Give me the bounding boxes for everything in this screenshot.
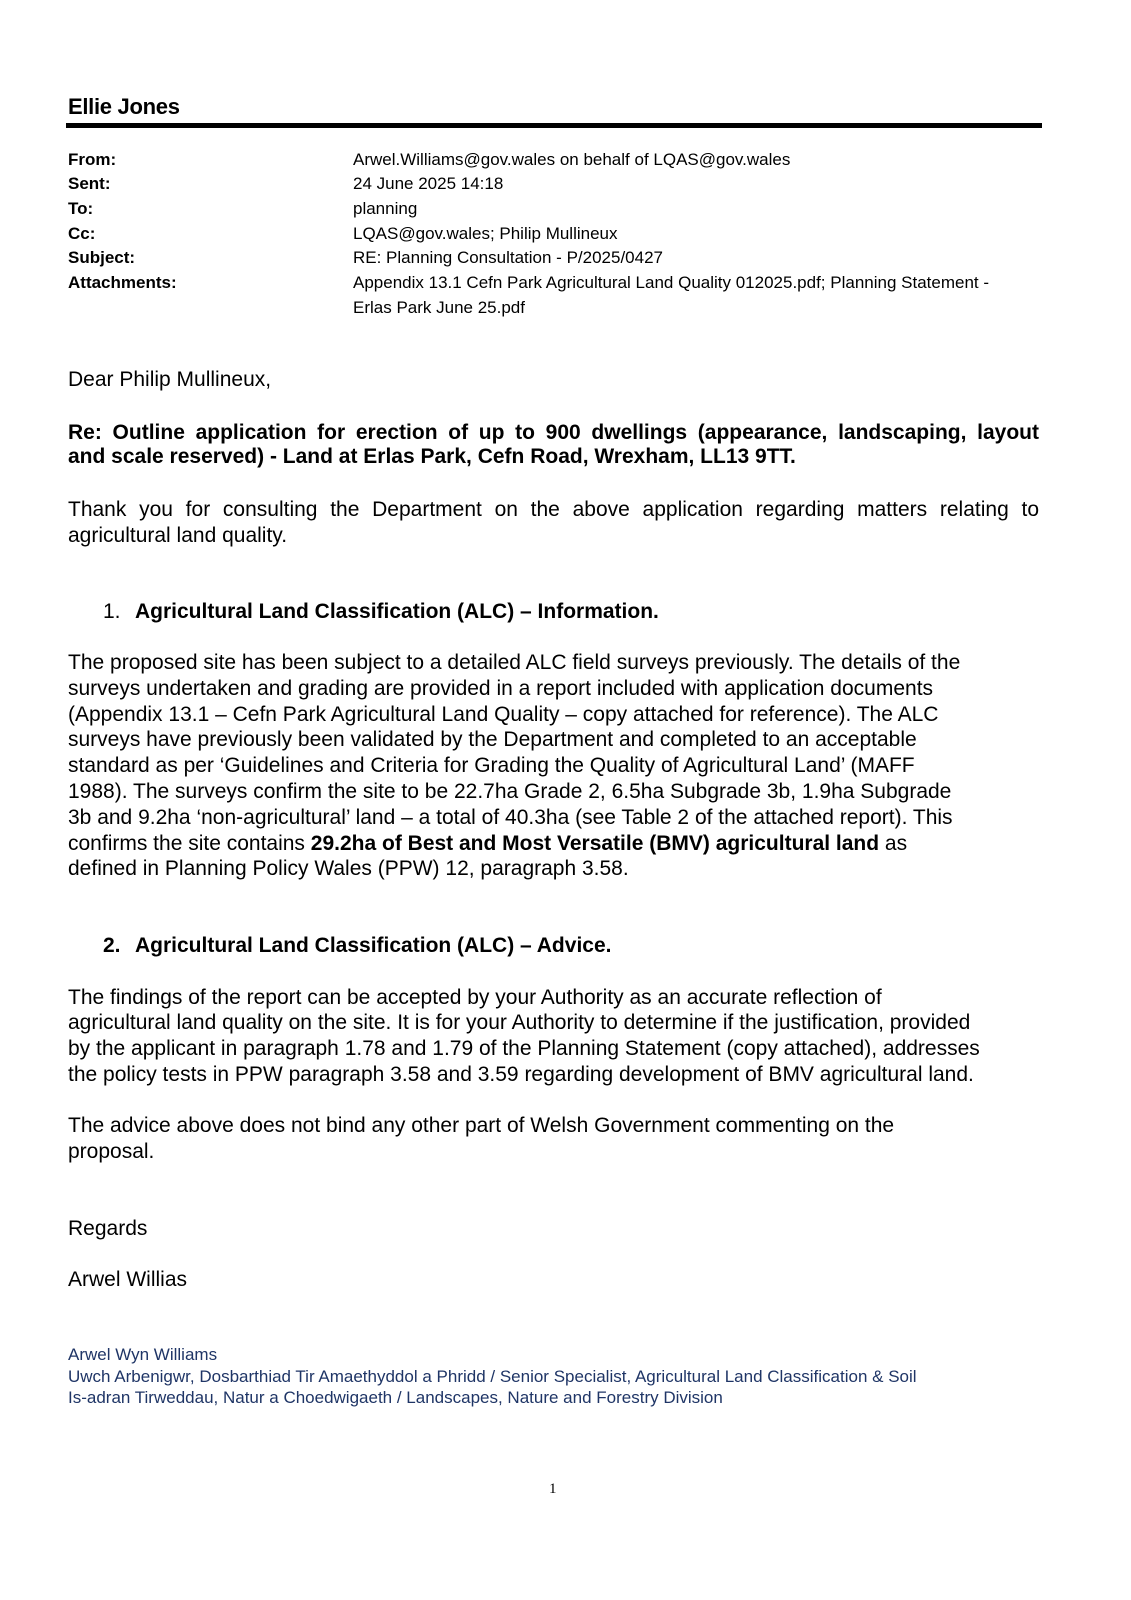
- paragraph-line: surveys undertaken and grading are provided in a report included with application documents: [68, 677, 934, 700]
- mailbox-owner: Ellie Jones: [68, 94, 180, 119]
- subject-label: Subject:: [68, 248, 136, 267]
- paragraph-line: 1988). The surveys confirm the site to be 22.7ha Grade 2, 6.5ha Subgrade 3b, 1.9ha Subgrade: [68, 780, 952, 803]
- paragraph-line: by the applicant in paragraph 1.78 and 1.79 of the Planning Statement (copy attached), addresses: [68, 1037, 980, 1060]
- paragraph-line: 3b and 9.2ha ‘non-agricultural’ land – a total of 40.3ha (see Table 2 of the attached report). This: [68, 806, 953, 829]
- attachment-link[interactable]: Erlas Park June 25.pdf: [353, 298, 525, 317]
- salutation: Dear Philip Mullineux,: [68, 368, 272, 391]
- section-heading: Agricultural Land Classification (ALC) – Advice.: [135, 934, 612, 957]
- to-value: planning: [353, 199, 418, 218]
- from-value: Arwel.Williams@gov.wales on behalf of LQAS@gov.wales: [353, 150, 791, 169]
- cc-value: LQAS@gov.wales; Philip Mullineux: [353, 224, 618, 243]
- closing-line: proposal.: [68, 1140, 155, 1163]
- cc-label: Cc:: [68, 224, 96, 243]
- attachment-link[interactable]: Appendix 13.1 Cefn Park Agricultural Land Quality 012025.pdf; Planning Statement -: [353, 273, 990, 292]
- intro-line: agricultural land quality.: [68, 524, 288, 547]
- paragraph-line: surveys have previously been validated by the Department and completed to an acceptable: [68, 728, 917, 751]
- sent-label: Sent:: [68, 174, 111, 193]
- paragraph-line: (Appendix 13.1 – Cefn Park Agricultural Land Quality – copy attached for reference). The ALC: [68, 703, 939, 726]
- subject-value: RE: Planning Consultation - P/2025/0427: [353, 248, 663, 267]
- text: as: [879, 832, 908, 855]
- paragraph-line: The proposed site has been subject to a detailed ALC field surveys previously. The details of the: [68, 651, 961, 674]
- section-number: 2.: [103, 934, 121, 957]
- page-number: 1: [549, 1481, 557, 1497]
- intro-line: Thank you for consulting the Department on the above application regarding matters relating to: [68, 498, 1039, 521]
- header-divider: [66, 123, 1042, 128]
- paragraph-line: standard as per ‘Guidelines and Criteria for Grading the Quality of Agricultural Land’ (MAFF: [68, 754, 915, 777]
- re-line: and scale reserved) - Land at Erlas Park, Cefn Road, Wrexham, LL13 9TT.: [68, 445, 796, 468]
- signoff: Arwel Willias: [68, 1268, 188, 1291]
- text: confirms the site contains: [68, 832, 311, 855]
- paragraph-line: The findings of the report can be accepted by your Authority as an accurate reflection of: [68, 986, 882, 1009]
- section-heading: Agricultural Land Classification (ALC) – Information.: [135, 600, 659, 623]
- sent-value: 24 June 2025 14:18: [353, 174, 504, 193]
- paragraph-line: defined in Planning Policy Wales (PPW) 12, paragraph 3.58.: [68, 857, 629, 880]
- signature-title: Uwch Arbenigwr, Dosbarthiad Tir Amaethyddol a Phridd / Senior Specialist, Agricultural Land Classification & Soil: [68, 1367, 917, 1386]
- signature-division: Is-adran Tirweddau, Natur a Choedwigaeth / Landscapes, Nature and Forestry Division: [68, 1388, 723, 1407]
- re-line: Re: Outline application for erection of up to 900 dwellings (appearance, landscaping, layout: [68, 421, 1039, 444]
- paragraph-line: the policy tests in PPW paragraph 3.58 and 3.59 regarding development of BMV agricultural land.: [68, 1063, 974, 1086]
- paragraph-line: [68, 832, 907, 856]
- signature-name: Arwel Wyn Williams: [68, 1345, 218, 1364]
- bmv-highlight: 29.2ha of Best and Most Versatile (BMV) agricultural land: [310, 832, 880, 855]
- from-label: From:: [68, 150, 117, 169]
- closing-line: The advice above does not bind any other part of Welsh Government commenting on the: [68, 1114, 895, 1137]
- to-label: To:: [68, 199, 94, 218]
- regards: Regards: [68, 1217, 148, 1240]
- attachments-label: Attachments:: [68, 273, 177, 292]
- paragraph-line: agricultural land quality on the site. It is for your Authority to determine if the justification, provided: [68, 1011, 971, 1034]
- section-number: 1.: [103, 600, 121, 623]
